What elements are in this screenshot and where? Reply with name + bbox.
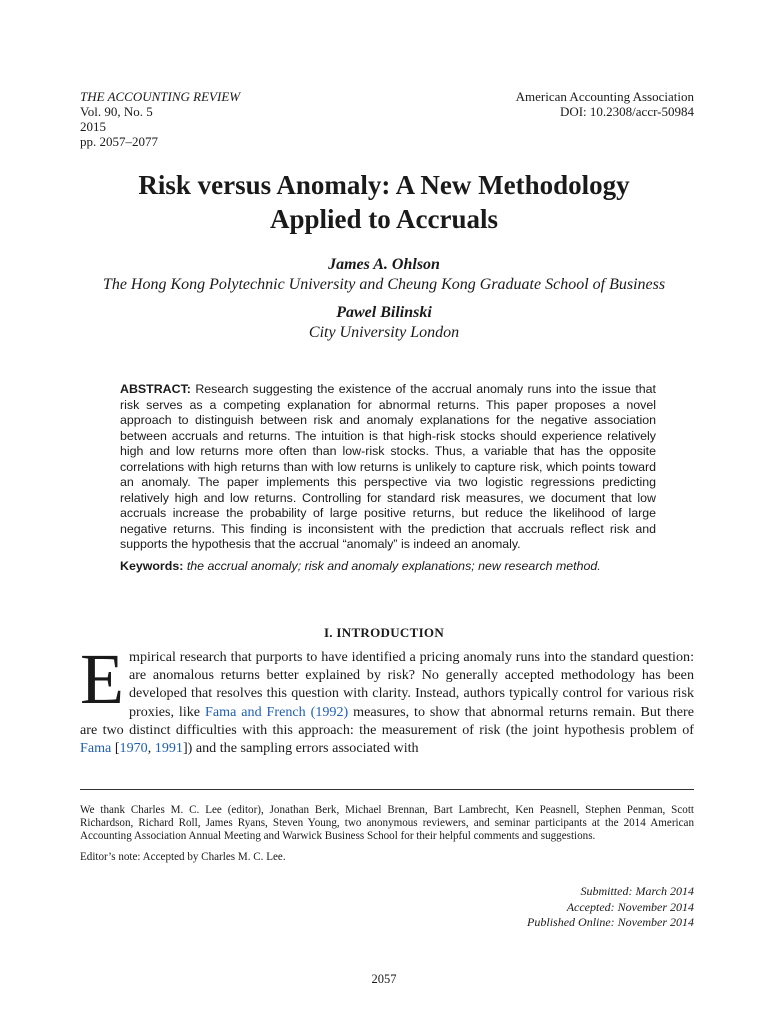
citation-link[interactable]: 1991	[154, 740, 183, 757]
publisher-name: American Accounting Association	[515, 89, 694, 104]
abstract-label: ABSTRACT:	[120, 382, 191, 396]
journal-year: 2015	[80, 119, 106, 134]
author-block	[90, 255, 678, 351]
author-affiliation: City University London	[308, 324, 460, 341]
submitted-date: Submitted: March 2014	[580, 884, 694, 898]
publication-dates	[527, 884, 694, 931]
paper-title	[60, 168, 708, 236]
acknowledgment-note: We thank Charles M. C. Lee (editor), Jonathan Berk, Michael Brennan, Bart Lambrecht, Ken Peasnell, Stephen Penman, Scott Richardson, Richard Roll, James Ryans, Steven Young, two anonymous reviewers, and seminar participants at the 2014 American Accounting Association Annual Meeting and Warwick Business School for their helpful comments and suggestions.	[80, 804, 694, 843]
keywords-label: Keywords:	[120, 558, 184, 573]
title-line-2: Applied to Accruals	[269, 204, 498, 234]
citation-bracket: [	[111, 740, 120, 757]
intro-paragraph	[80, 639, 694, 757]
section-heading: I. INTRODUCTION	[323, 625, 445, 640]
page-number: 2057	[371, 972, 397, 986]
citation-bracket: ])	[182, 740, 193, 757]
citation-separator: ,	[147, 740, 155, 757]
abstract-paragraph	[120, 382, 656, 553]
title-line-1: Risk versus Anomaly: A New Methodology	[138, 170, 630, 200]
intro-text-c: and the sampling errors associated with	[192, 740, 419, 757]
author-name: Pawel Bilinski	[336, 304, 432, 321]
author-name: James A. Ohlson	[328, 256, 440, 273]
journal-info	[80, 89, 240, 149]
author-affiliation: The Hong Kong Polytechnic University and Cheung Kong Graduate School of Business	[102, 276, 666, 293]
doi: DOI: 10.2308/accr-50984	[559, 104, 694, 119]
citation-link[interactable]: Fama and French (1992)	[205, 703, 349, 720]
abstract	[120, 382, 656, 574]
keywords-text: the accrual anomaly; risk and anomaly explanations; new research method.	[186, 558, 601, 573]
footnote-divider	[80, 789, 694, 790]
footnotes	[80, 804, 694, 871]
journal-volume: Vol. 90, No. 5	[80, 104, 153, 119]
journal-pages: pp. 2057–2077	[80, 134, 158, 149]
journal-name: THE ACCOUNTING REVIEW	[80, 89, 241, 104]
intro-text-a: mpirical research that purports to have identified a pricing anomaly runs into the standard question: are anomalous returns better explained by risk? No generally accepted methodology has been developed that resolves this question with clarity. Instead, authors typically control for various risk proxies, like	[128, 649, 694, 720]
citation-link[interactable]: Fama	[80, 740, 112, 757]
intro-text-b: measures, to show that abnormal returns remain. But there are two distinct difficulties with this approach: the measurement of risk (the joint hypothesis problem of	[80, 703, 694, 738]
editor-note: Editor’s note: Accepted by Charles M. C. Lee.	[80, 850, 286, 863]
publisher-info	[516, 89, 694, 119]
introduction-text	[80, 639, 694, 757]
published-date: Published Online: November 2014	[527, 915, 694, 929]
citation-link[interactable]: 1970	[119, 740, 148, 757]
drop-cap: E	[80, 639, 124, 719]
keywords	[120, 559, 656, 575]
abstract-text: Research suggesting the existence of the accrual anomaly runs into the issue that risk serves as a competing explanation for abnormal returns. This paper proposes a novel approach to distinguish between risk and anomaly explanations for the negative association between accruals and returns. The intuition is that high-risk stocks should experience relatively high and low returns more often than low-risk stocks. Thus, a variable that has the opposite correlations with high returns than with low returns is unlikely to capture risk, which points toward an anomaly. The paper implements this perspective via two logistic regressions predicting relatively high and low returns. Controlling for standard risk measures, we document that low accruals increase the probability of large positive returns, but reduce the likelihood of large negative returns. This finding is inconsistent with the prediction that accruals reflect risk and supports the hypothesis that the accrual “anomaly” is indeed an anomaly.	[120, 382, 657, 551]
accepted-date: Accepted: November 2014	[566, 899, 694, 914]
